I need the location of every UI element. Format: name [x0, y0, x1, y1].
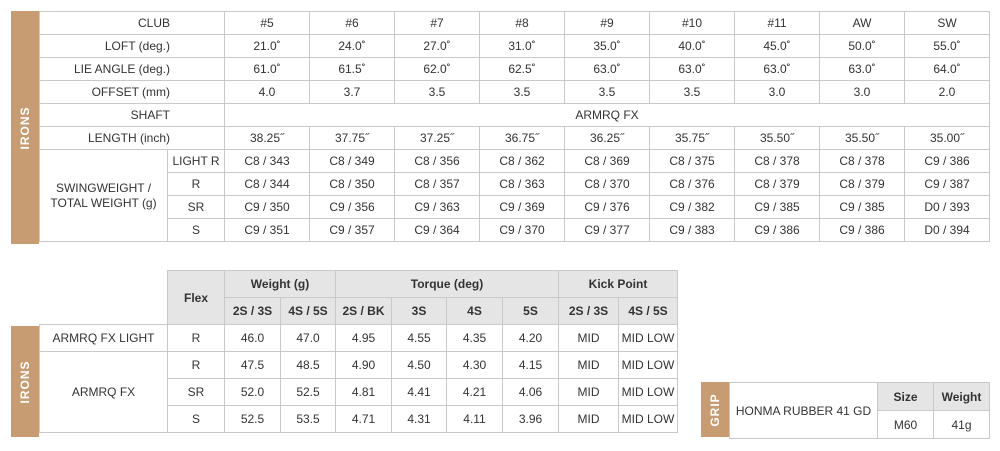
club-label: CLUB: [40, 12, 225, 35]
grip-tag-label: GRIP: [708, 392, 722, 427]
grip-size-header: Size: [878, 383, 934, 411]
offset-cell: 3.7: [310, 81, 395, 104]
spec-cell: 4.35: [447, 325, 503, 352]
spec-cell: 4.06: [503, 379, 559, 406]
swing-cell: C9 / 370: [480, 219, 565, 242]
flex-cell: SR: [168, 379, 225, 406]
grip-spec-table: [729, 382, 990, 439]
swing-cell: C8 / 378: [735, 150, 820, 173]
swingweight-row: [40, 150, 990, 173]
spec-cell: 47.0: [281, 325, 336, 352]
swing-cell: C9 / 364: [395, 219, 480, 242]
loft-cell: 24.0˚: [310, 35, 395, 58]
swing-cell: C9 / 369: [480, 196, 565, 219]
lie-cell: 63.0˚: [735, 58, 820, 81]
offset-cell: 2.0: [905, 81, 990, 104]
spec-cell: MID: [559, 325, 619, 352]
club-cell: SW: [905, 12, 990, 35]
shaft-name: ARMRQ FX: [40, 352, 168, 433]
swing-cell: C8 / 350: [310, 173, 395, 196]
offset-cell: 4.0: [225, 81, 310, 104]
length-cell: 36.25˝: [565, 127, 650, 150]
swing-cell: C9 / 356: [310, 196, 395, 219]
flex-label: S: [168, 219, 225, 242]
spec-cell: MID LOW: [619, 325, 678, 352]
swing-cell: C8 / 349: [310, 150, 395, 173]
grip-header-row: [730, 383, 990, 411]
flex-cell: R: [168, 325, 225, 352]
grip-tag: [701, 382, 729, 437]
swing-cell: C8 / 378: [820, 150, 905, 173]
spec-cell: 47.5: [225, 352, 281, 379]
length-row: [40, 127, 990, 150]
loft-cell: 55.0˚: [905, 35, 990, 58]
lie-angle-label: LIE ANGLE (deg.): [40, 58, 225, 81]
swingweight-label-line1: SWINGWEIGHT /: [55, 180, 152, 195]
swing-cell: C8 / 379: [820, 173, 905, 196]
torque-header: Torque (deg): [336, 271, 559, 298]
length-cell: 38.25˝: [225, 127, 310, 150]
loft-cell: 50.0˚: [820, 35, 905, 58]
swing-cell: C9 / 386: [735, 219, 820, 242]
loft-cell: 40.0˚: [650, 35, 735, 58]
offset-cell: 3.5: [395, 81, 480, 104]
offset-cell: 3.5: [565, 81, 650, 104]
swing-cell: C9 / 385: [735, 196, 820, 219]
spec-cell: MID: [559, 352, 619, 379]
subheader-cell: 2S / BK: [336, 298, 392, 325]
offset-cell: 3.0: [820, 81, 905, 104]
spec-cell: MID LOW: [619, 352, 678, 379]
club-cell: AW: [820, 12, 905, 35]
swing-cell: C8 / 343: [225, 150, 310, 173]
lie-cell: 62.5˚: [480, 58, 565, 81]
swing-cell: C9 / 376: [565, 196, 650, 219]
subheader-cell: 4S / 5S: [281, 298, 336, 325]
swing-cell: C9 / 357: [310, 219, 395, 242]
offset-cell: 3.0: [735, 81, 820, 104]
swing-cell: C9 / 363: [395, 196, 480, 219]
grip-weight-value: 41g: [934, 411, 990, 439]
grip-weight-header: Weight: [934, 383, 990, 411]
grip-size-value: M60: [878, 411, 934, 439]
subheader-cell: 3S: [392, 298, 447, 325]
club-cell: #9: [565, 12, 650, 35]
swingweight-row: [40, 173, 990, 196]
swing-cell: C9 / 385: [820, 196, 905, 219]
swing-cell: C8 / 376: [650, 173, 735, 196]
spec-cell: MID LOW: [619, 379, 678, 406]
length-cell: 37.75˝: [310, 127, 395, 150]
club-cell: #8: [480, 12, 565, 35]
shaft-row: [40, 104, 990, 127]
spec-cell: 4.21: [447, 379, 503, 406]
swing-cell: D0 / 394: [905, 219, 990, 242]
spec-cell: MID: [559, 406, 619, 433]
flex-cell: S: [168, 406, 225, 433]
loft-label: LOFT (deg.): [40, 35, 225, 58]
swingweight-label: [40, 150, 168, 242]
spec-cell: 4.15: [503, 352, 559, 379]
club-cell: #10: [650, 12, 735, 35]
shaft-name: ARMRQ FX LIGHT: [40, 325, 168, 352]
swing-cell: C9 / 351: [225, 219, 310, 242]
spec-cell: 4.95: [336, 325, 392, 352]
loft-cell: 35.0˚: [565, 35, 650, 58]
swing-cell: C8 / 363: [480, 173, 565, 196]
length-cell: 36.75˝: [480, 127, 565, 150]
swing-cell: C9 / 387: [905, 173, 990, 196]
club-row: [40, 12, 990, 35]
irons-spec-table: [39, 11, 990, 242]
irons-tag-top: [11, 11, 39, 244]
spec-cell: MID: [559, 379, 619, 406]
lie-cell: 61.5˚: [310, 58, 395, 81]
flex-cell: R: [168, 352, 225, 379]
spec-cell: 52.5: [281, 379, 336, 406]
swing-cell: C9 / 383: [650, 219, 735, 242]
flex-label: LIGHT R: [168, 150, 225, 173]
swing-cell: C8 / 357: [395, 173, 480, 196]
irons-tag-bottom: [11, 326, 39, 437]
loft-cell: 45.0˚: [735, 35, 820, 58]
spec-cell: 52.0: [225, 379, 281, 406]
offset-cell: 3.5: [650, 81, 735, 104]
flex-label: SR: [168, 196, 225, 219]
lie-cell: 63.0˚: [650, 58, 735, 81]
spec-cell: 4.55: [392, 325, 447, 352]
lie-cell: 64.0˚: [905, 58, 990, 81]
swing-cell: C8 / 370: [565, 173, 650, 196]
length-cell: 37.25˝: [395, 127, 480, 150]
offset-label: OFFSET (mm): [40, 81, 225, 104]
irons-tag-label: IRONS: [18, 105, 32, 150]
loft-row: [40, 35, 990, 58]
swing-cell: C8 / 375: [650, 150, 735, 173]
club-cell: #7: [395, 12, 480, 35]
length-cell: 35.75˝: [650, 127, 735, 150]
spec-cell: 52.5: [225, 406, 281, 433]
spec-cell: 4.81: [336, 379, 392, 406]
spec-cell: 3.96: [503, 406, 559, 433]
club-cell: #6: [310, 12, 395, 35]
flex-header: Flex: [168, 271, 225, 325]
lie-cell: 63.0˚: [565, 58, 650, 81]
subheader-cell: 2S / 3S: [559, 298, 619, 325]
irons-tag-label: IRONS: [18, 359, 32, 404]
loft-cell: 31.0˚: [480, 35, 565, 58]
lie-cell: 63.0˚: [820, 58, 905, 81]
table-row: [40, 352, 678, 379]
blank-corner: [40, 271, 168, 325]
header-row: [40, 271, 678, 298]
length-label: LENGTH (inch): [40, 127, 225, 150]
flex-label: R: [168, 173, 225, 196]
swingweight-row: [40, 196, 990, 219]
club-cell: #11: [735, 12, 820, 35]
swing-cell: C8 / 379: [735, 173, 820, 196]
swing-cell: C9 / 350: [225, 196, 310, 219]
lie-cell: 62.0˚: [395, 58, 480, 81]
swing-cell: D0 / 393: [905, 196, 990, 219]
offset-cell: 3.5: [480, 81, 565, 104]
spec-cell: 4.50: [392, 352, 447, 379]
spec-cell: 4.11: [447, 406, 503, 433]
lie-angle-row: [40, 58, 990, 81]
shaft-label: SHAFT: [40, 104, 225, 127]
swing-cell: C8 / 356: [395, 150, 480, 173]
offset-row: [40, 81, 990, 104]
swing-cell: C9 / 382: [650, 196, 735, 219]
loft-cell: 27.0˚: [395, 35, 480, 58]
shaft-spec-table: [39, 270, 678, 433]
grip-name: HONMA RUBBER 41 GD: [730, 383, 878, 439]
length-cell: 35.50˝: [735, 127, 820, 150]
spec-cell: 4.31: [392, 406, 447, 433]
shaft-value: ARMRQ FX: [225, 104, 990, 127]
loft-cell: 21.0˚: [225, 35, 310, 58]
subheader-cell: 4S: [447, 298, 503, 325]
length-cell: 35.00˝: [905, 127, 990, 150]
spec-cell: 4.30: [447, 352, 503, 379]
subheader-cell: 5S: [503, 298, 559, 325]
table-row: [40, 325, 678, 352]
spec-cell: 46.0: [225, 325, 281, 352]
subheader-cell: 2S / 3S: [225, 298, 281, 325]
weight-header: Weight (g): [225, 271, 336, 298]
swing-cell: C9 / 377: [565, 219, 650, 242]
club-cell: #5: [225, 12, 310, 35]
swingweight-label-line2: TOTAL WEIGHT (g): [50, 195, 157, 210]
subheader-cell: 4S / 5S: [619, 298, 678, 325]
spec-cell: 4.71: [336, 406, 392, 433]
spec-cell: 48.5: [281, 352, 336, 379]
spec-cell: 4.41: [392, 379, 447, 406]
swing-cell: C9 / 386: [905, 150, 990, 173]
lie-cell: 61.0˚: [225, 58, 310, 81]
kick-point-header: Kick Point: [559, 271, 678, 298]
length-cell: 35.50˝: [820, 127, 905, 150]
spec-cell: 4.90: [336, 352, 392, 379]
spec-cell: 4.20: [503, 325, 559, 352]
spec-cell: MID LOW: [619, 406, 678, 433]
spec-cell: 53.5: [281, 406, 336, 433]
swing-cell: C8 / 344: [225, 173, 310, 196]
swing-cell: C8 / 362: [480, 150, 565, 173]
swing-cell: C8 / 369: [565, 150, 650, 173]
swing-cell: C9 / 386: [820, 219, 905, 242]
swingweight-row: [40, 219, 990, 242]
